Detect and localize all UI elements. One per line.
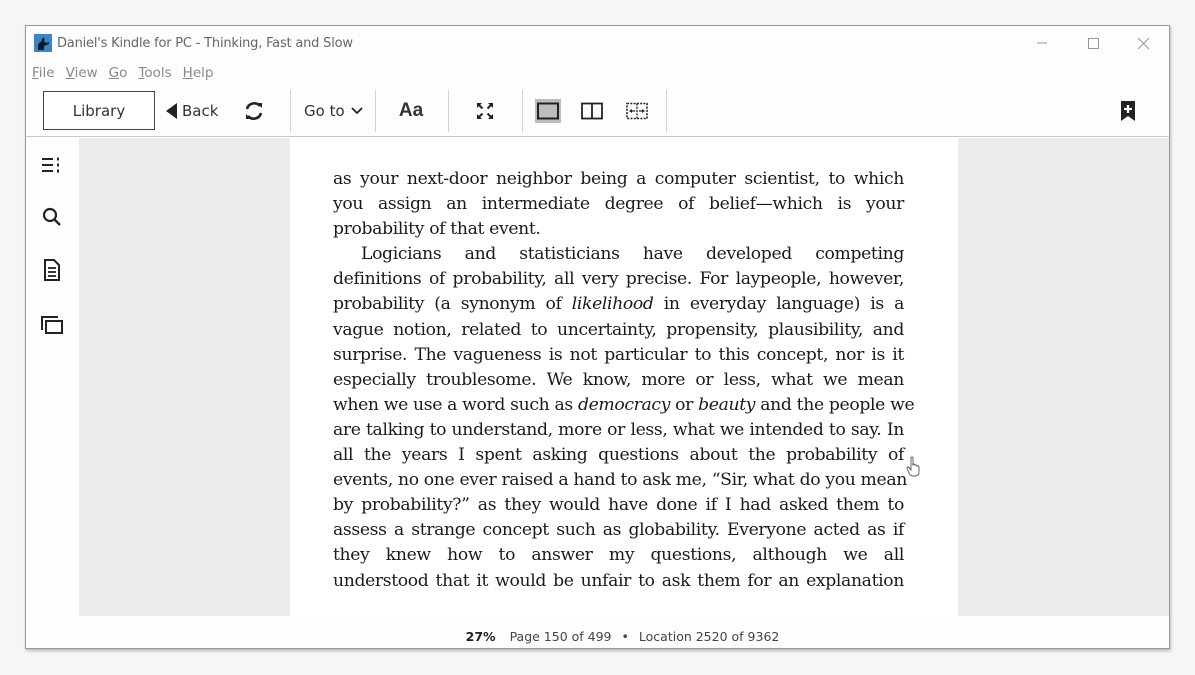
status-bar — [26, 623, 1169, 649]
progress-percent: 27% — [465, 628, 496, 644]
notes-icon — [43, 259, 61, 281]
back-label: Back — [182, 102, 219, 120]
full-width-icon — [626, 102, 648, 120]
page-text — [333, 167, 915, 594]
sidebar-item-search[interactable] — [39, 204, 65, 230]
text-line: surprise. The vagueness is not particular to this concept, nor is it — [333, 344, 904, 365]
toolbar-separator — [290, 90, 291, 132]
menu-file[interactable]: File — [32, 65, 55, 81]
text-line: assess a strange concept such as globability. Everyone acted as if — [333, 520, 904, 541]
text-line: especially troublesome. We know, more or less, what we mean — [333, 369, 904, 390]
text-line: you assign an intermediate degree of belief—which is your — [333, 194, 904, 215]
close-button[interactable] — [1118, 26, 1169, 60]
menu-tools[interactable]: Tools — [138, 65, 172, 81]
fullscreen-icon — [475, 101, 495, 121]
two-column-icon — [581, 102, 603, 120]
chevron-down-icon — [351, 107, 363, 115]
text-line: as your next-door neighbor being a computer scientist, to which — [333, 169, 904, 189]
close-icon — [1137, 37, 1150, 50]
toolbar-separator — [375, 90, 376, 132]
text-line: by probability?” as they would have done if I had asked them to — [333, 495, 904, 516]
text-line: Logicians and statisticians have developed competing — [361, 244, 904, 265]
page-indicator: Page 150 of 499 — [509, 628, 612, 644]
content-area — [26, 138, 1169, 616]
add-bookmark-icon — [1120, 100, 1136, 122]
menu-view[interactable]: View — [65, 65, 98, 81]
font-settings-button[interactable]: Aa — [398, 100, 424, 121]
text-line: are talking to understand, more or less, what we intended to say. In — [333, 419, 904, 440]
kindle-app-icon — [34, 34, 52, 52]
fullscreen-button[interactable] — [472, 85, 498, 137]
back-arrow-icon — [166, 103, 177, 119]
maximize-icon — [1087, 37, 1099, 49]
search-icon — [42, 207, 62, 227]
goto-label: Go to — [304, 102, 345, 120]
text-line: events, no one ever raised a hand to ask me, “Sir, what do you mean — [333, 470, 907, 491]
sidebar-item-notes[interactable] — [39, 257, 65, 283]
text-line: probability (a synonym of likelihood in everyday language) is a — [333, 294, 904, 315]
text-line: when we use a word such as democracy or beauty and the people we — [333, 394, 915, 415]
menu-bar — [26, 62, 224, 84]
title-bar — [26, 26, 1169, 60]
toolbar-separator — [522, 90, 523, 132]
minimize-icon — [1036, 37, 1048, 49]
sync-icon — [243, 100, 265, 122]
hand-cursor-icon — [906, 456, 922, 483]
window-title: Daniel's Kindle for PC - Thinking, Fast and Slow — [57, 35, 353, 51]
back-button[interactable] — [166, 85, 218, 137]
text-line: they knew how to answer my questions, although we all — [333, 545, 904, 566]
text-line: probability of that event. — [333, 219, 541, 240]
toolbar-separator — [448, 90, 449, 132]
add-bookmark-button[interactable] — [1116, 85, 1140, 137]
library-button[interactable]: Library — [43, 91, 155, 130]
single-column-layout-button[interactable] — [535, 99, 561, 123]
toolbar-separator — [666, 90, 667, 132]
full-width-layout-button[interactable] — [624, 99, 650, 123]
maximize-button[interactable] — [1067, 26, 1118, 60]
menu-help[interactable]: Help — [182, 65, 214, 81]
text-line: definitions of probability, all very precise. For laypeople, however, — [333, 269, 904, 290]
menu-go[interactable]: Go — [108, 65, 128, 81]
text-line: understood that it would be unfair to ask them for an explanation — [333, 570, 904, 591]
goto-button[interactable] — [304, 85, 363, 137]
sidebar — [26, 138, 79, 616]
location-indicator: Location 2520 of 9362 — [638, 628, 780, 644]
toc-icon — [41, 156, 63, 174]
book-page[interactable] — [290, 138, 958, 616]
kindle-window — [25, 25, 1170, 649]
flashcards-icon — [41, 316, 63, 334]
sidebar-item-table-of-contents[interactable] — [39, 152, 65, 178]
sync-button[interactable] — [240, 85, 268, 137]
sidebar-item-flashcards[interactable] — [39, 312, 65, 338]
text-line: all the years I spent asking questions about the probability of — [333, 445, 904, 466]
minimize-button[interactable] — [1016, 26, 1067, 60]
reading-area — [79, 138, 1169, 616]
text-line: vague notion, related to uncertainty, propensity, plausibility, and — [333, 319, 904, 340]
menu-file-rest: ile — [38, 65, 55, 81]
toolbar — [26, 85, 1169, 137]
single-column-icon — [537, 102, 559, 120]
two-column-layout-button[interactable] — [579, 99, 605, 123]
status-separator: • — [621, 628, 629, 644]
